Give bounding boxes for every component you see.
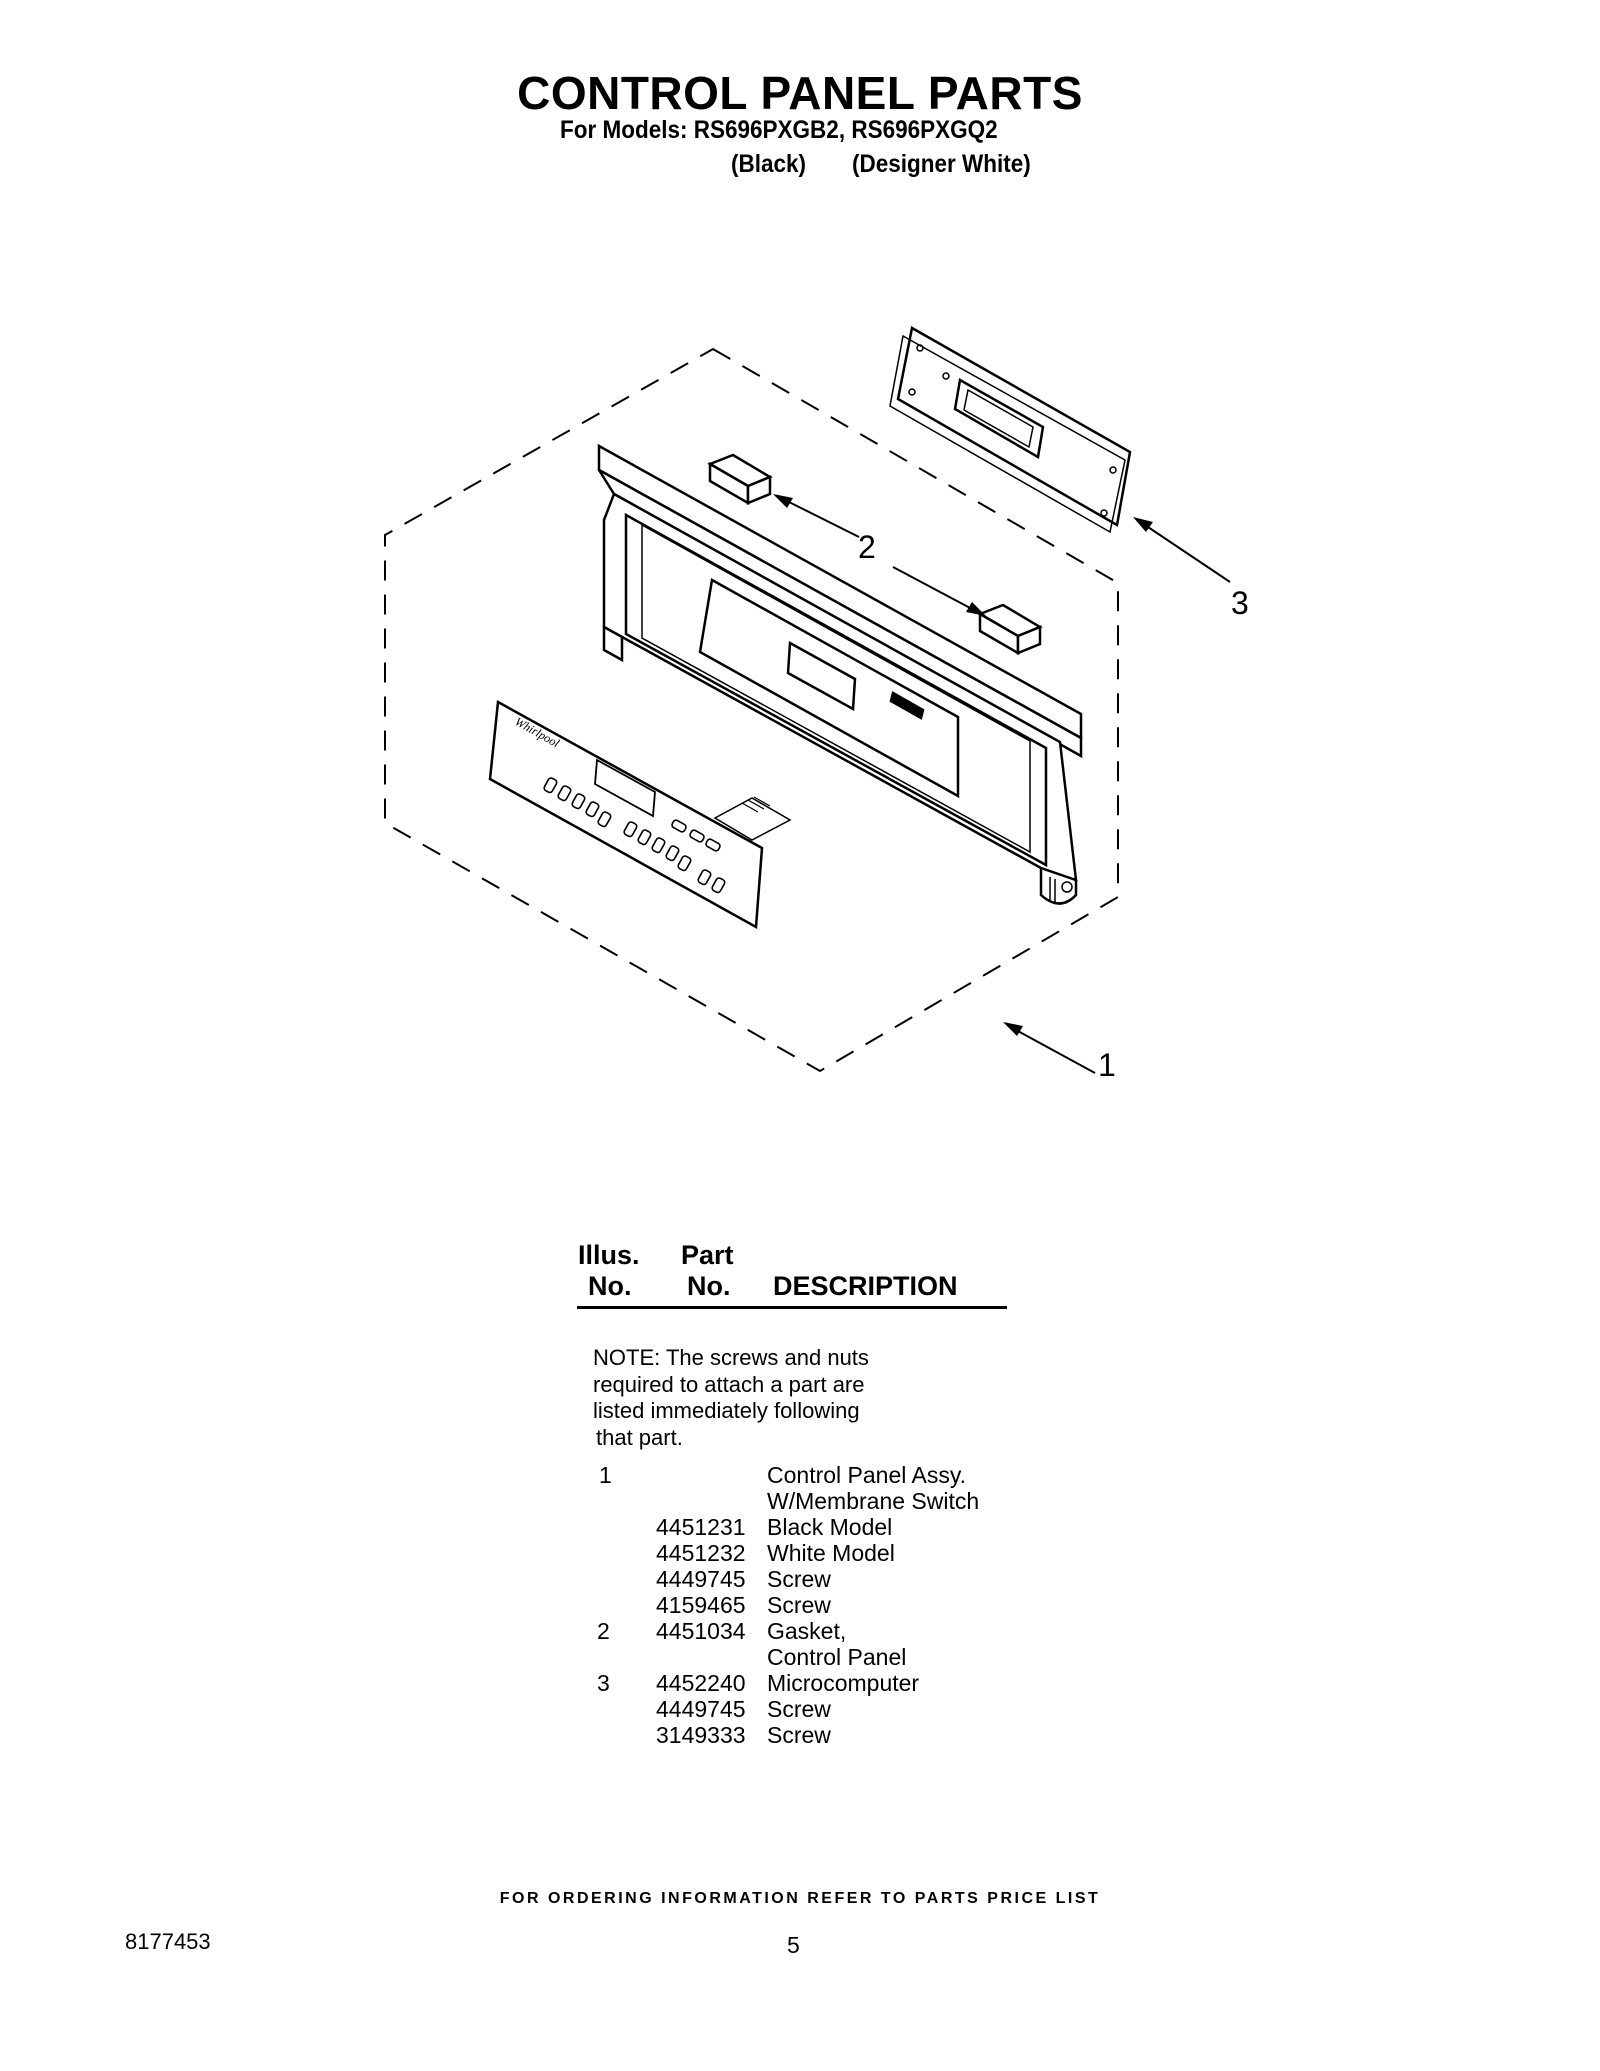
membrane-switch-overlay bbox=[490, 702, 790, 927]
part-description: White Model bbox=[767, 1540, 895, 1566]
part-number: 4451034 bbox=[656, 1618, 746, 1644]
note-line: NOTE: The screws and nuts bbox=[593, 1345, 869, 1370]
col-part-header-top: Part bbox=[681, 1240, 734, 1270]
part-description: Microcomputer bbox=[767, 1670, 920, 1696]
callout-2: 2 bbox=[858, 529, 876, 565]
part-number: 3149333 bbox=[656, 1722, 746, 1748]
part-description: Black Model bbox=[767, 1514, 893, 1540]
col-illus-header-top: Illus. bbox=[578, 1240, 640, 1270]
part-description: Screw bbox=[767, 1696, 831, 1722]
header-divider bbox=[577, 1306, 1007, 1309]
screws-note bbox=[593, 1345, 923, 1451]
note-line: that part. bbox=[596, 1424, 683, 1450]
callout-1: 1 bbox=[1098, 1047, 1116, 1083]
part-number: 4159465 bbox=[656, 1592, 746, 1618]
variant-black-label: (Black) bbox=[731, 150, 807, 178]
models-line: For Models: RS696PXGB2, RS696PXGQ2 bbox=[560, 116, 998, 144]
part-description: Screw bbox=[767, 1592, 831, 1618]
col-illus-header-bottom: No. bbox=[588, 1271, 632, 1301]
col-description-header: DESCRIPTION bbox=[773, 1271, 958, 1301]
gasket-block-right bbox=[980, 605, 1040, 653]
part-description: W/Membrane Switch bbox=[767, 1488, 980, 1514]
part-description: Screw bbox=[767, 1722, 831, 1748]
ordering-info-footer: FOR ORDERING INFORMATION REFER TO PARTS PRICE LIST bbox=[499, 1890, 1101, 1907]
document-number: 8177453 bbox=[125, 1929, 211, 1954]
illus-number: 1 bbox=[599, 1462, 612, 1488]
gasket-block-left bbox=[710, 455, 770, 503]
part-description: Gasket, bbox=[767, 1618, 847, 1644]
callout-3: 3 bbox=[1231, 585, 1249, 621]
microcomputer-board bbox=[890, 328, 1130, 532]
part-number: 4451232 bbox=[656, 1540, 746, 1566]
page-number: 5 bbox=[787, 1932, 800, 1958]
whirlpool-logo: Whirlpool bbox=[512, 714, 562, 751]
illus-number: 2 bbox=[597, 1618, 610, 1644]
part-number: 4449745 bbox=[656, 1566, 746, 1592]
note-line: required to attach a part are bbox=[593, 1371, 865, 1397]
part-description: Control Panel Assy. bbox=[767, 1462, 967, 1488]
part-number: 4452240 bbox=[656, 1670, 746, 1696]
illus-number: 3 bbox=[597, 1670, 610, 1696]
variant-white-label: (Designer White) bbox=[852, 150, 1031, 178]
note-line: listed immediately following bbox=[593, 1398, 860, 1423]
part-description: Screw bbox=[767, 1566, 831, 1592]
page-title: CONTROL PANEL PARTS bbox=[517, 67, 1083, 119]
part-number: 4449745 bbox=[656, 1696, 746, 1722]
col-part-header-bottom: No. bbox=[687, 1271, 731, 1301]
part-number: 4451231 bbox=[656, 1514, 746, 1540]
part-description: Control Panel bbox=[767, 1644, 907, 1670]
